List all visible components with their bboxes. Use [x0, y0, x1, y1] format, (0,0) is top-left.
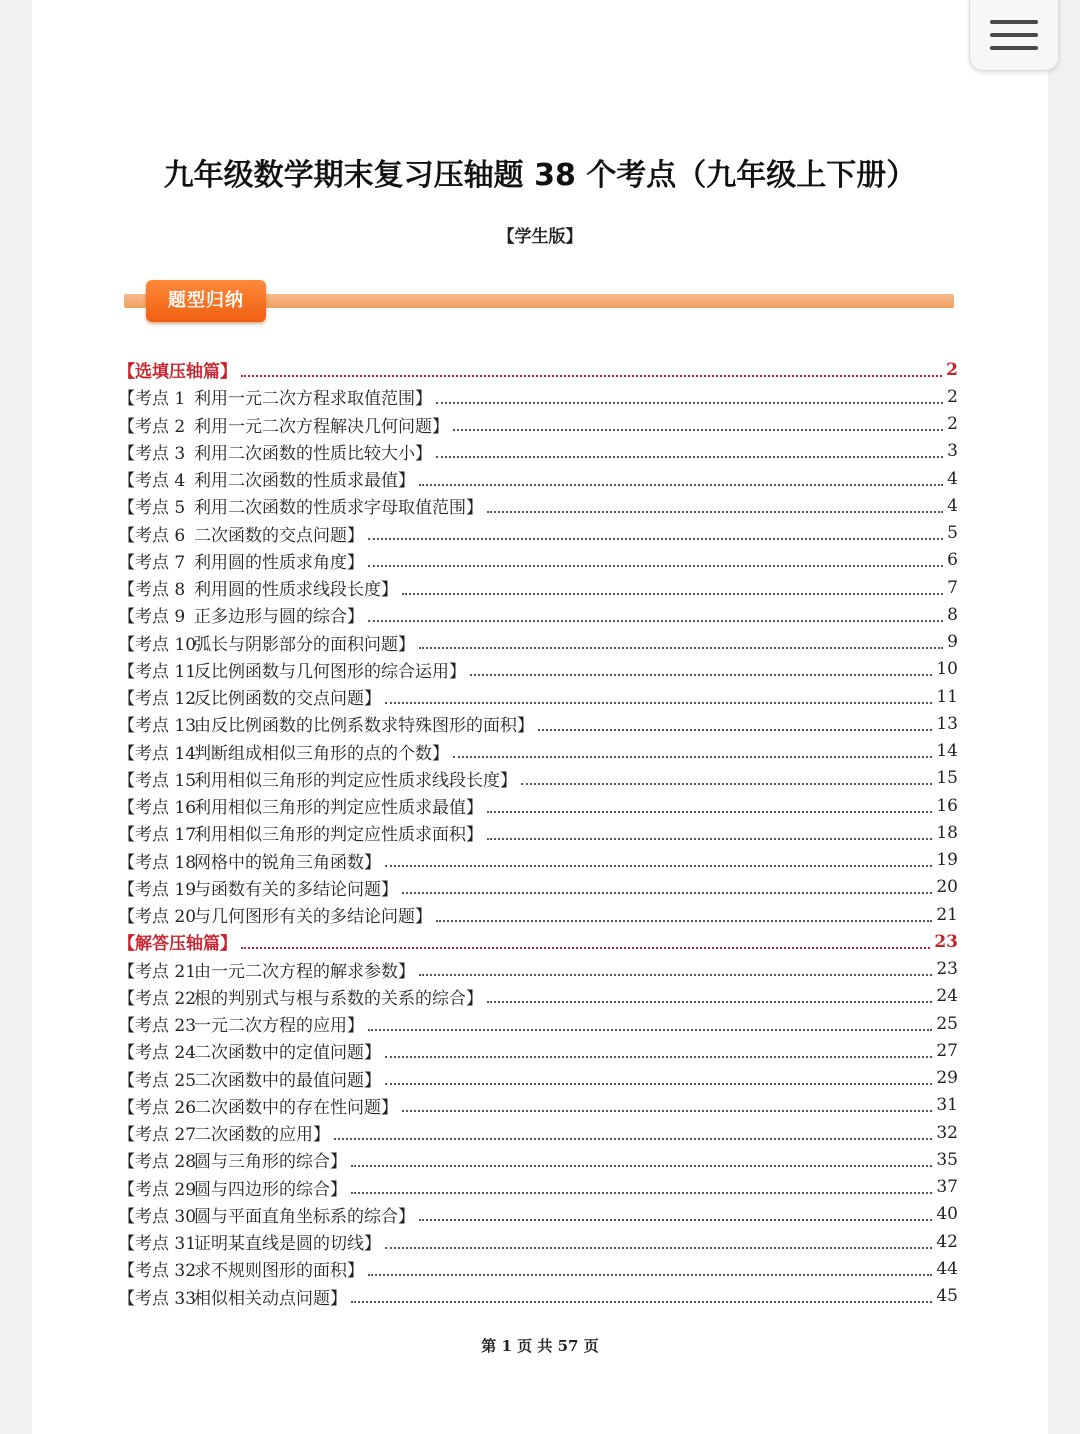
toc-entry-number: 【考点 4 — [118, 471, 186, 492]
toc-entry[interactable] — [118, 492, 958, 519]
toc-entry-number: 【考点 16 — [118, 798, 197, 819]
toc-dot-leader — [351, 1163, 932, 1167]
toc-dot-leader — [436, 400, 943, 404]
toc-entry-topic: 正多边形与圆的综合】 — [194, 607, 364, 628]
toc-dot-leader — [385, 863, 932, 867]
toc-entry[interactable] — [118, 1092, 958, 1119]
toc-entry-topic: 二次函数的应用】 — [194, 1125, 330, 1146]
toc-dot-leader — [419, 482, 943, 486]
toc-entry-topic: 与函数有关的多结论问题】 — [194, 879, 398, 900]
toc-entry-topic: 二次函数的交点问题】 — [194, 525, 364, 546]
toc-entry-topic: 利用圆的性质求角度】 — [194, 552, 364, 573]
toc-entry-number: 【考点 8 — [118, 580, 186, 601]
toc-dot-leader — [402, 1108, 932, 1112]
toc-page-number: 40 — [936, 1204, 958, 1225]
toc-page-number: 15 — [936, 768, 958, 789]
toc-entry-topic: 利用二次函数的性质求最值】 — [194, 471, 415, 492]
toc-entry[interactable] — [118, 438, 958, 465]
toc-entry-topic: 由反比例函数的比例系数求特殊图形的面积】 — [194, 716, 534, 737]
toc-page-number: 2 — [947, 414, 958, 435]
toc-dot-leader — [385, 1054, 932, 1058]
toc-dot-leader — [368, 1027, 932, 1031]
toc-entry[interactable] — [118, 983, 958, 1010]
toc-entry[interactable] — [118, 874, 958, 901]
toc-page-number: 32 — [936, 1122, 958, 1143]
toc-page-number: 10 — [936, 659, 958, 680]
toc-page-number: 27 — [936, 1040, 958, 1061]
toc-entry[interactable] — [118, 819, 958, 846]
toc-entry[interactable] — [118, 1010, 958, 1037]
toc-page-number: 6 — [947, 550, 958, 571]
toc-section-label: 【解答压轴篇】 — [118, 934, 237, 955]
toc-entry-topic: 弧长与阴影部分的面积问题】 — [194, 634, 415, 655]
menu-button[interactable] — [969, 0, 1059, 71]
toc-entry-number: 【考点 26 — [118, 1097, 197, 1118]
toc-page-number: 19 — [936, 850, 958, 871]
toc-entry[interactable] — [118, 1228, 958, 1255]
toc-dot-leader — [521, 781, 932, 785]
toc-entry[interactable] — [118, 1283, 958, 1310]
toc-entry-topic: 利用二次函数的性质求字母取值范围】 — [194, 498, 483, 519]
toc-dot-leader — [351, 1190, 932, 1194]
section-band-label: 题型归纳 — [146, 280, 266, 322]
toc-entry-number: 【考点 18 — [118, 852, 197, 873]
toc-section-heading[interactable] — [118, 356, 958, 383]
toc-entry[interactable] — [118, 901, 958, 928]
toc-entry[interactable] — [118, 574, 958, 601]
toc-entry[interactable] — [118, 1065, 958, 1092]
toc-entry[interactable] — [118, 629, 958, 656]
toc-dot-leader — [487, 809, 932, 813]
toc-entry-number: 【考点 33 — [118, 1288, 197, 1309]
toc-entry-number: 【考点 15 — [118, 770, 197, 791]
toc-entry-number: 【考点 10 — [118, 634, 197, 655]
toc-entry-topic: 利用圆的性质求线段长度】 — [194, 580, 398, 601]
toc-entry-number: 【考点 6 — [118, 525, 186, 546]
toc-page-number: 8 — [947, 604, 958, 625]
toc-entry-number: 【考点 30 — [118, 1206, 197, 1227]
toc-dot-leader — [436, 454, 943, 458]
toc-entry[interactable] — [118, 1201, 958, 1228]
toc-page-number: 16 — [936, 795, 958, 816]
toc-page-number: 2 — [946, 359, 958, 380]
toc-page-number: 14 — [936, 741, 958, 762]
toc-entry-topic: 一元二次方程的应用】 — [194, 1016, 364, 1037]
toc-page-number: 42 — [936, 1231, 958, 1252]
hamburger-icon — [990, 46, 1038, 50]
toc-entry-topic: 二次函数中的定值问题】 — [194, 1043, 381, 1064]
toc-dot-leader — [241, 945, 930, 949]
toc-entry-topic: 反比例函数的交点问题】 — [194, 689, 381, 710]
toc-entry[interactable] — [118, 1037, 958, 1064]
toc-entry[interactable] — [118, 765, 958, 792]
toc-entry-number: 【考点 31 — [118, 1234, 197, 1255]
toc-dot-leader — [368, 1272, 932, 1276]
toc-page-number: 23 — [936, 959, 958, 980]
toc-entry-topic: 判断组成相似三角形的点的个数】 — [194, 743, 449, 764]
toc-entry-topic: 由一元二次方程的解求参数】 — [194, 961, 415, 982]
toc-dot-leader — [487, 509, 943, 513]
toc-dot-leader — [419, 1217, 932, 1221]
toc-entry-topic: 圆与平面直角坐标系的综合】 — [194, 1206, 415, 1227]
toc-entry-number: 【考点 32 — [118, 1261, 197, 1282]
toc-entry-topic: 利用相似三角形的判定应性质求面积】 — [194, 825, 483, 846]
toc-entry-number: 【考点 21 — [118, 961, 197, 982]
toc-page-number: 18 — [936, 822, 958, 843]
toc-page-number: 23 — [934, 931, 958, 952]
toc-entry[interactable] — [118, 710, 958, 737]
toc-page-number: 35 — [936, 1149, 958, 1170]
toc-page-number: 11 — [936, 686, 958, 707]
toc-entry[interactable] — [118, 465, 958, 492]
toc-entry-topic: 二次函数中的存在性问题】 — [194, 1097, 398, 1118]
toc-page-number: 9 — [947, 632, 958, 653]
toc-entry-number: 【考点 12 — [118, 689, 197, 710]
toc-page-number: 13 — [936, 713, 958, 734]
toc-entry-topic: 利用一元二次方程求取值范围】 — [194, 389, 432, 410]
toc-dot-leader — [385, 1245, 932, 1249]
toc-entry[interactable] — [118, 656, 958, 683]
toc-entry-number: 【考点 20 — [118, 907, 197, 928]
toc-entry-number: 【考点 9 — [118, 607, 186, 628]
toc-dot-leader — [368, 563, 943, 567]
toc-entry-number: 【考点 14 — [118, 743, 197, 764]
toc-entry-topic: 网格中的锐角三角函数】 — [194, 852, 381, 873]
toc-entry[interactable] — [118, 956, 958, 983]
toc-page-number: 5 — [947, 523, 958, 544]
toc-entry-topic: 相似相关动点问题】 — [194, 1288, 347, 1309]
hamburger-icon — [990, 33, 1038, 37]
document-subtitle: 【学生版】 — [497, 227, 583, 247]
toc-entry[interactable] — [118, 383, 958, 410]
toc-dot-leader — [334, 1136, 932, 1140]
toc-entry-topic: 利用相似三角形的判定应性质求线段长度】 — [194, 770, 517, 791]
toc-dot-leader — [453, 754, 932, 758]
toc-dot-leader — [402, 591, 943, 595]
toc-entry-topic: 利用相似三角形的判定应性质求最值】 — [194, 798, 483, 819]
toc-page-number: 29 — [936, 1068, 958, 1089]
toc-entry-topic: 求不规则图形的面积】 — [194, 1261, 364, 1282]
toc-dot-leader — [419, 972, 932, 976]
toc-page-number: 20 — [936, 877, 958, 898]
toc-entry-topic: 二次函数中的最值问题】 — [194, 1070, 381, 1091]
toc-entry-topic: 圆与四边形的综合】 — [194, 1179, 347, 1200]
toc-entry-topic: 与几何图形有关的多结论问题】 — [194, 907, 432, 928]
toc-dot-leader — [487, 836, 932, 840]
toc-dot-leader — [453, 427, 943, 431]
toc-entry-number: 【考点 11 — [118, 661, 197, 682]
toc-entry[interactable] — [118, 1174, 958, 1201]
toc-entry[interactable] — [118, 547, 958, 574]
toc-entry-number: 【考点 19 — [118, 879, 197, 900]
toc-dot-leader — [419, 645, 943, 649]
toc-entry[interactable] — [118, 1255, 958, 1282]
toc-page-number: 3 — [947, 441, 958, 462]
toc-page-number: 37 — [936, 1177, 958, 1198]
toc-dot-leader — [241, 373, 942, 377]
toc-dot-leader — [351, 1299, 932, 1303]
toc-entry-number: 【考点 28 — [118, 1152, 197, 1173]
toc-page-number: 4 — [947, 495, 958, 516]
toc-page-number: 45 — [936, 1286, 958, 1307]
toc-entry-number: 【考点 22 — [118, 988, 197, 1009]
toc-entry-number: 【考点 1 — [118, 389, 186, 410]
toc-entry[interactable] — [118, 738, 958, 765]
toc-page-number: 25 — [936, 1013, 958, 1034]
toc-dot-leader — [368, 618, 943, 622]
toc-entry[interactable] — [118, 683, 958, 710]
table-of-contents — [118, 356, 958, 1310]
toc-entry[interactable] — [118, 520, 958, 547]
toc-dot-leader — [385, 1081, 932, 1085]
toc-entry-number: 【考点 29 — [118, 1179, 197, 1200]
toc-dot-leader — [436, 918, 932, 922]
toc-page-number: 21 — [936, 904, 958, 925]
toc-page-number: 31 — [936, 1095, 958, 1116]
toc-entry[interactable] — [118, 411, 958, 438]
toc-dot-leader — [402, 890, 932, 894]
toc-entry-number: 【考点 3 — [118, 443, 186, 464]
toc-dot-leader — [368, 536, 943, 540]
toc-section-label: 【选填压轴篇】 — [118, 362, 237, 383]
toc-entry-number: 【考点 2 — [118, 416, 186, 437]
toc-entry-number: 【考点 24 — [118, 1043, 197, 1064]
toc-entry-topic: 利用一元二次方程解决几何问题】 — [194, 416, 449, 437]
toc-entry-number: 【考点 23 — [118, 1016, 197, 1037]
toc-entry-number: 【考点 27 — [118, 1125, 197, 1146]
toc-entry[interactable] — [118, 792, 958, 819]
toc-page-number: 24 — [936, 986, 958, 1007]
toc-entry-number: 【考点 25 — [118, 1070, 197, 1091]
toc-entry-topic: 根的判别式与根与系数的关系的综合】 — [194, 988, 483, 1009]
toc-section-heading[interactable] — [118, 928, 958, 955]
document-title: 九年级数学期末复习压轴题 38 个考点（九年级上下册） — [163, 158, 917, 193]
toc-page-number: 7 — [947, 577, 958, 598]
toc-entry[interactable] — [118, 1119, 958, 1146]
toc-entry[interactable] — [118, 847, 958, 874]
toc-entry-topic: 证明某直线是圆的切线】 — [194, 1234, 381, 1255]
toc-dot-leader — [470, 672, 932, 676]
toc-entry[interactable] — [118, 1146, 958, 1173]
toc-entry[interactable] — [118, 601, 958, 628]
hamburger-icon — [990, 20, 1038, 24]
toc-entry-number: 【考点 7 — [118, 552, 186, 573]
toc-page-number: 4 — [947, 468, 958, 489]
page-footer: 第 1 页 共 57 页 — [481, 1337, 599, 1355]
toc-dot-leader — [487, 999, 932, 1003]
toc-entry-number: 【考点 17 — [118, 825, 197, 846]
toc-entry-number: 【考点 5 — [118, 498, 186, 519]
toc-entry-topic: 利用二次函数的性质比较大小】 — [194, 443, 432, 464]
toc-entry-topic: 反比例函数与几何图形的综合运用】 — [194, 661, 466, 682]
toc-page-number: 2 — [947, 386, 958, 407]
toc-page-number: 44 — [936, 1258, 958, 1279]
toc-entry-topic: 圆与三角形的综合】 — [194, 1152, 347, 1173]
toc-entry-number: 【考点 13 — [118, 716, 197, 737]
toc-dot-leader — [385, 700, 932, 704]
toc-dot-leader — [538, 727, 932, 731]
